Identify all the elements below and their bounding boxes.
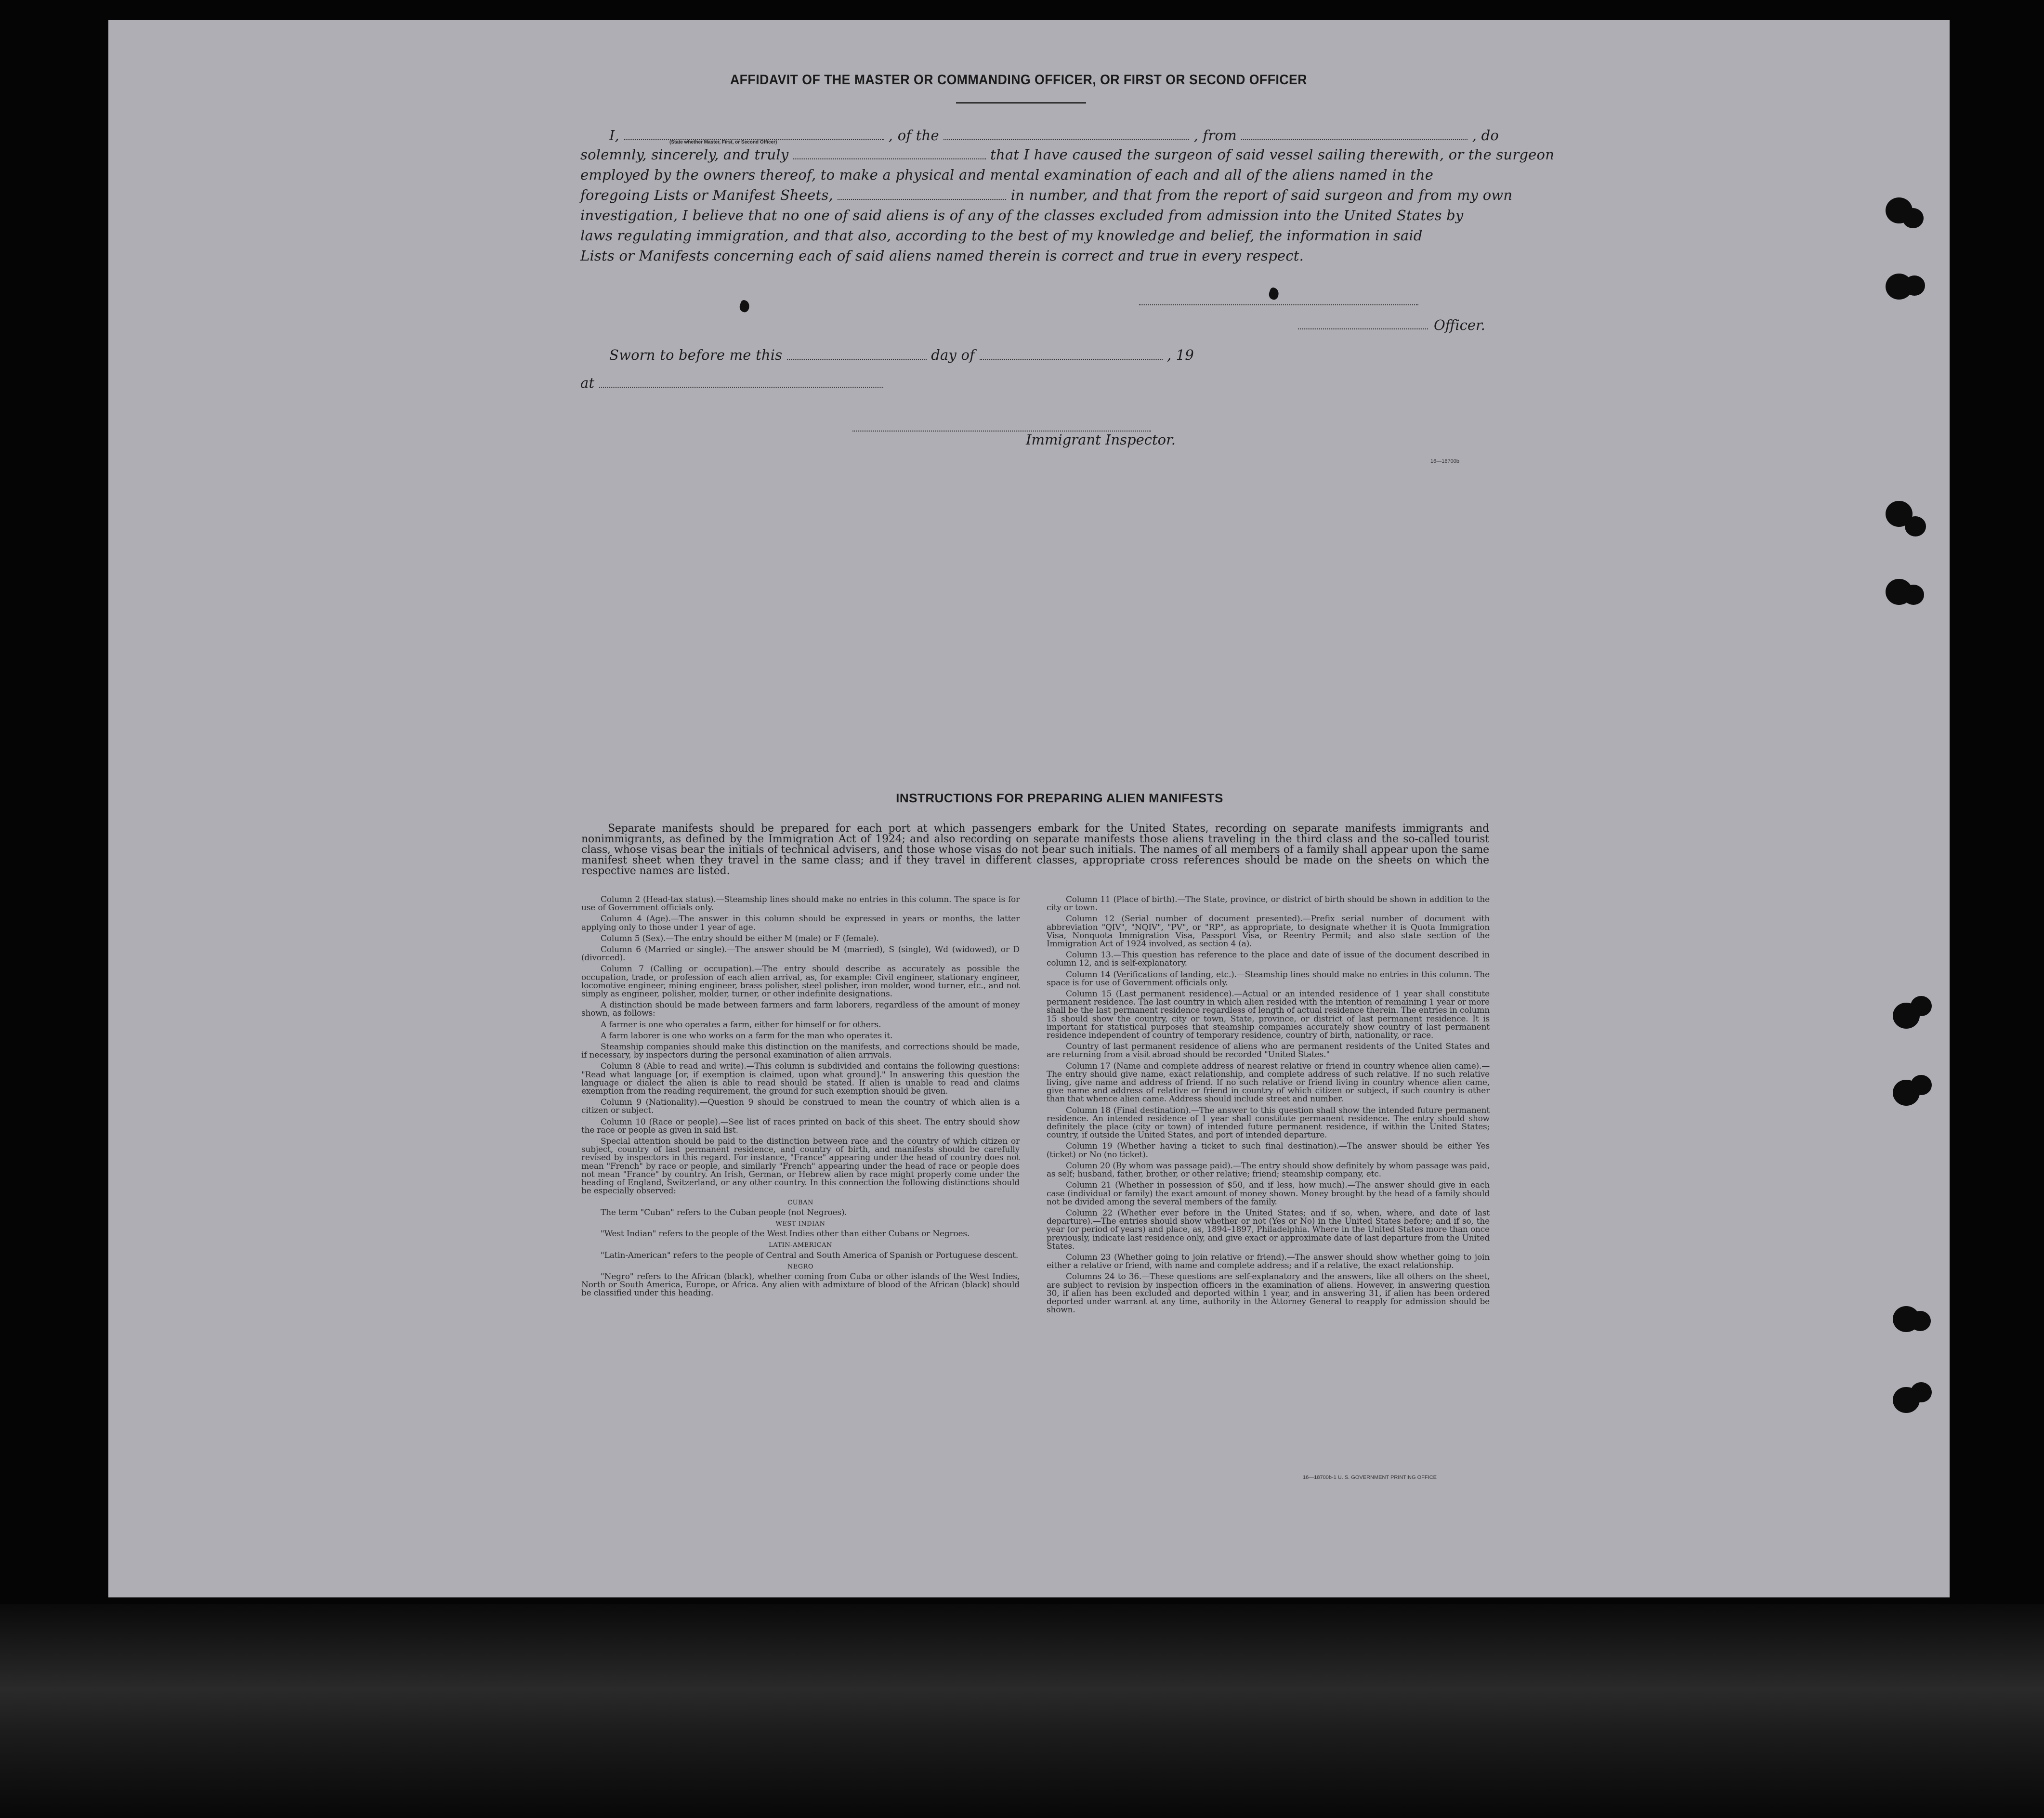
- paragraph: Column 2 (Head-tax status).—Steamship lines should make no entries in this column. The space is for use of Government officials only.: [581, 895, 1020, 913]
- label-do: , do: [1472, 127, 1499, 144]
- paragraph: A farm laborer is one who works on a farm for the man who operates it.: [601, 1031, 893, 1041]
- paragraph: Column 13.—This question has reference to the place and date of issue of the document described in column 12, and is self-explanatory.: [1047, 950, 1490, 968]
- manifest-sheet: [108, 20, 1950, 1597]
- officer-label: Officer.: [1434, 317, 1485, 333]
- punch-hole: [1911, 1075, 1932, 1095]
- name-blank[interactable]: [624, 130, 884, 140]
- line4-start: foregoing Lists or Manifest Sheets,: [580, 187, 833, 203]
- punch-hole: [1904, 275, 1925, 296]
- day-blank[interactable]: [787, 349, 927, 360]
- paragraph: Column 20 (By whom was passage paid).—The entry should show definitely by whom passage was paid, as self; husband, father, brother, or other relative; friend; steamship company, etc.: [1047, 1161, 1490, 1179]
- affidavit-title: AFFIDAVIT OF THE MASTER OR COMMANDING OFFICER, OR FIRST OR SECOND OFFICER: [730, 72, 1308, 88]
- place-blank[interactable]: [599, 377, 883, 388]
- paragraph: Country of last permanent residence of aliens who are permanent residents of the United States and are returning from a visit abroad should be recorded "United States.": [1047, 1042, 1490, 1060]
- paragraph: Column 23 (Whether going to join relative or friend).—The answer should show whether going to join either a relative or friend, with name and complete address; and if a relative, the exact relationship.: [1047, 1252, 1490, 1271]
- title-rule: [956, 102, 1086, 104]
- rank-note: (State whether Master, First, or Second Officer): [669, 140, 777, 145]
- label-year: , 19: [1166, 347, 1194, 363]
- paragraph: Column 12 (Serial number of document presented).—Prefix serial number of document with abbreviation "QIV", "NQIV", "PV", or "RP", as appropriate, to designate whether it is Quota Immigration Visa, Nonquota Immigration Visa, Passport Visa, or Reentry Permit; and also state section of the Immigration Act of 1924 involved, as section 4 (a).: [1047, 914, 1490, 949]
- sworn-line: [609, 347, 1515, 363]
- affidavit-line-3: employed by the owners thereof, to make a physical and mental examination of each and all of the aliens named in the: [580, 167, 1434, 183]
- affidavit-line-5: investigation, I believe that no one of said aliens is of any of the classes excluded from admission into the United States by: [580, 207, 1464, 223]
- instructions-intro: Separate manifests should be prepared for each port at which passengers embark for the United States, recording on separate manifests immigrants and nonimmigrants, as defined by the Immigration Act of 1924; and also recording on separate manifests those aliens traveling in the third class and the so-called tourist class, whose visas bear the initials of technical advisers, and those whose visas do not bear such initials. The names of all members of a family shall appear upon the same manifest sheet when they travel in the same class; and if they travel in different classes, appropriate cross references should be made on the sheets on which the respective names are listed.: [581, 823, 1489, 877]
- label-day-of: day of: [931, 347, 975, 363]
- paragraph: Column 18 (Final destination).—The answer to this question shall show the intended future permanent residence. An intended residence of 1 year shall constitute permanent residence. The entry should show definitely the place (city or town) of intended future permanent residence, if within the United States; country, if outside the United States, and port of intended departure.: [1047, 1105, 1490, 1140]
- paragraph: Steamship companies should make this distinction on the manifests, and corrections should be made, if necessary, by inspectors during the personal examination of alien arrivals.: [581, 1042, 1020, 1060]
- paragraph-cuban: The term "Cuban" refers to the Cuban people (not Negroes).: [601, 1207, 847, 1217]
- paragraph: Column 9 (Nationality).—Question 9 should be construed to mean the country of which alien is a citizen or subject.: [581, 1098, 1020, 1116]
- port-blank[interactable]: [1241, 130, 1467, 140]
- affidavit-line-4: [580, 187, 1513, 203]
- punch-hole: [1905, 516, 1926, 536]
- affidavit-line-7: Lists or Manifests concerning each of said aliens named therein is correct and true in every respect.: [580, 248, 1304, 264]
- instructions-right-column: [1047, 896, 1490, 1314]
- instructions-title: INSTRUCTIONS FOR PREPARING ALIEN MANIFESTS: [896, 791, 1223, 805]
- paragraph: Column 6 (Married or single).—The answer should be M (married), S (single), Wd (widowed), or D (divorced).: [581, 945, 1020, 963]
- paragraph: Column 15 (Last permanent residence).—Actual or an intended residence of 1 year shall constitute permanent residence. The last country in which alien resided with the intention of remaining 1 year or more shall be the last permanent residence regardless of length of actual residence therein. The entries in column 15 should show the country, city or town, State, province, or district of last permanent residence. It is important for statistical purposes that steamship companies accurately show country of last permanent residence independent of country of temporary residence, country of birth, nationality, or race.: [1047, 989, 1490, 1041]
- paragraph: Column 17 (Name and complete address of nearest relative or friend in country whence alien came).—The entry should give name, exact relationship, and complete address of such relative. If no such relative living, give name and address of friend. If no such relative or friend living in country whence alien came, give name and address of relative or friend in country of which citizen or subject, if such country is other than that whence alien came. Address should include street and number.: [1047, 1061, 1490, 1104]
- line2-end: that I have caused the surgeon of said vessel sailing therewith, or the surgeon: [990, 146, 1555, 163]
- paragraph: A farmer is one who operates a farm, either for himself or for others.: [601, 1020, 881, 1030]
- punch-hole: [1911, 1382, 1932, 1402]
- paragraph: Special attention should be paid to the distinction between race and the country of which citizen or subject, country of last permanent residence, and country of birth, and manifests should be carefully revised by inspectors in this regard. For instance, "France" appearing under the head of country does not mean "French" by race or people, and similarly "French" appearing under the head of race or people does not mean "France" by country. An Irish, German, or Hebrew alien by race might properly come under the heading of England, Switzerland, or any other country. In this connection the following distinctions should be especially observed:: [581, 1137, 1020, 1196]
- ink-speck: [1267, 287, 1280, 301]
- sworn-start: Sworn to before me this: [609, 347, 783, 363]
- punch-hole: [1911, 996, 1932, 1016]
- paragraph: A distinction should be made between farmers and farm laborers, regardless of the amount of money shown, as follows:: [581, 1000, 1020, 1019]
- paragraph: Column 14 (Verifications of landing, etc.).—Steamship lines should make no entries in this column. The space is for use of Government officials only.: [1047, 969, 1490, 988]
- line2-start: solemnly, sincerely, and truly: [580, 146, 789, 163]
- paragraph: Column 19 (Whether having a ticket to such final destination).—The answer should be either Yes (ticket) or No (no ticket).: [1047, 1141, 1490, 1160]
- instructions-left-column: [581, 896, 1020, 1298]
- paragraph-latin-american: "Latin-American" refers to the people of Central and South America of Spanish or Portuguese descent.: [601, 1250, 1019, 1260]
- paragraph-negro: "Negro" refers to the African (black), whether coming from Cuba or other islands of the West Indies, North or South America, Europe, or Africa. Any alien with admixture of blood of the African (black) should be classified under this heading.: [581, 1271, 1020, 1298]
- punch-hole: [1903, 585, 1924, 605]
- rank-blank[interactable]: [793, 149, 986, 159]
- line4-end: in number, and that from the report of said surgeon and from my own: [1010, 187, 1513, 203]
- label-at: at: [580, 375, 595, 391]
- officer-line[interactable]: [1298, 328, 1428, 329]
- label-of-the: , of the: [888, 127, 939, 144]
- paragraph: Column 4 (Age).—The answer in this column should be expressed in years or months, the latter applying only to those under 1 year of age.: [581, 914, 1020, 932]
- heading-cuban: CUBAN: [787, 1199, 813, 1206]
- inspector-label: Immigrant Inspector.: [1026, 432, 1176, 448]
- paragraph: Column 22 (Whether ever before in the United States; and if so, when, where, and date of last departure).—The entries should show whether or not (Yes or No) in the United States before; and if so, the year (or period of years) and place, as, 1894–1897, Philadelphia. Where in the United States more than once previously, indicate last residence only, and give exact or approximate date of last departure from the United States.: [1047, 1208, 1490, 1251]
- paragraph-west-indian: "West Indian" refers to the people of the West Indies other than either Cubans or Negroes.: [601, 1229, 970, 1239]
- ink-speck: [738, 299, 751, 313]
- printing-office-imprint: 16—18700b-1 U. S. GOVERNMENT PRINTING OFFICE: [1303, 1475, 1437, 1480]
- paragraph: Column 10 (Race or people).—See list of races printed on back of this sheet. The entry should show the race or people as given in said list.: [581, 1117, 1020, 1135]
- heading-negro: NEGRO: [787, 1263, 814, 1270]
- punch-hole: [1910, 1311, 1931, 1331]
- form-number: 16—18700b: [1430, 458, 1459, 464]
- sheet-count-blank[interactable]: [838, 189, 1006, 200]
- heading-latin-american: LATIN-AMERICAN: [769, 1242, 832, 1249]
- paragraph: Columns 24 to 36.—These questions are self-explanatory and the answers, like all others on the sheet, are subject to revision by inspection officers in the examination of aliens. However, in answering question 30, if alien has been excluded and deported within 1 year, and in answering 31, if alien has been ordered deported under warrant at any time, authority in the Attorney General to reapply for admission should be shown.: [1047, 1272, 1490, 1315]
- at-line: [580, 375, 1486, 391]
- paragraph: Column 11 (Place of birth).—The State, province, or district of birth should be shown in addition to the city or town.: [1047, 895, 1490, 913]
- paragraph: Column 21 (Whether in possession of $50, and if less, how much).—The answer should give in each case (individual or family) the exact amount of money shown. Money brought by the head of a family should not be divided among the several members of the family.: [1047, 1180, 1490, 1207]
- affidavit-line-2: [580, 146, 1555, 163]
- label-i: I,: [609, 127, 620, 144]
- affidavit-line-6: laws regulating immigration, and that also, according to the best of my knowledge and belief, the information in said: [580, 227, 1423, 244]
- paragraph: Column 8 (Able to read and write).—This column is subdivided and contains the following questions: "Read what language [or, if exemption is claimed, upon what ground]." In answering this question the language or dialect the alien is able to read should be stated. If alien is unable to read and claims exemption from the reading requirement, the ground for such exemption should be given.: [581, 1061, 1020, 1097]
- paragraph: Column 5 (Sex).—The entry should be either M (male) or F (female).: [601, 933, 879, 943]
- paragraph: Column 7 (Calling or occupation).—The entry should describe as accurately as possible the occupation, trade, or profession of each alien arrival, as, for example: Civil engineer, stationary engineer, locomotive engineer, mining engineer, brass polisher, steel polisher, iron molder, wood turner, etc., and not simply as engineer, polisher, molder, turner, or other indefinite designations.: [581, 964, 1020, 999]
- signature-line[interactable]: [1139, 304, 1418, 305]
- film-border: [0, 1604, 2044, 1818]
- label-from: , from: [1193, 127, 1237, 144]
- vessel-blank[interactable]: [943, 130, 1189, 140]
- punch-hole: [1902, 208, 1924, 228]
- heading-west-indian: WEST INDIAN: [775, 1220, 825, 1228]
- month-blank[interactable]: [980, 349, 1163, 360]
